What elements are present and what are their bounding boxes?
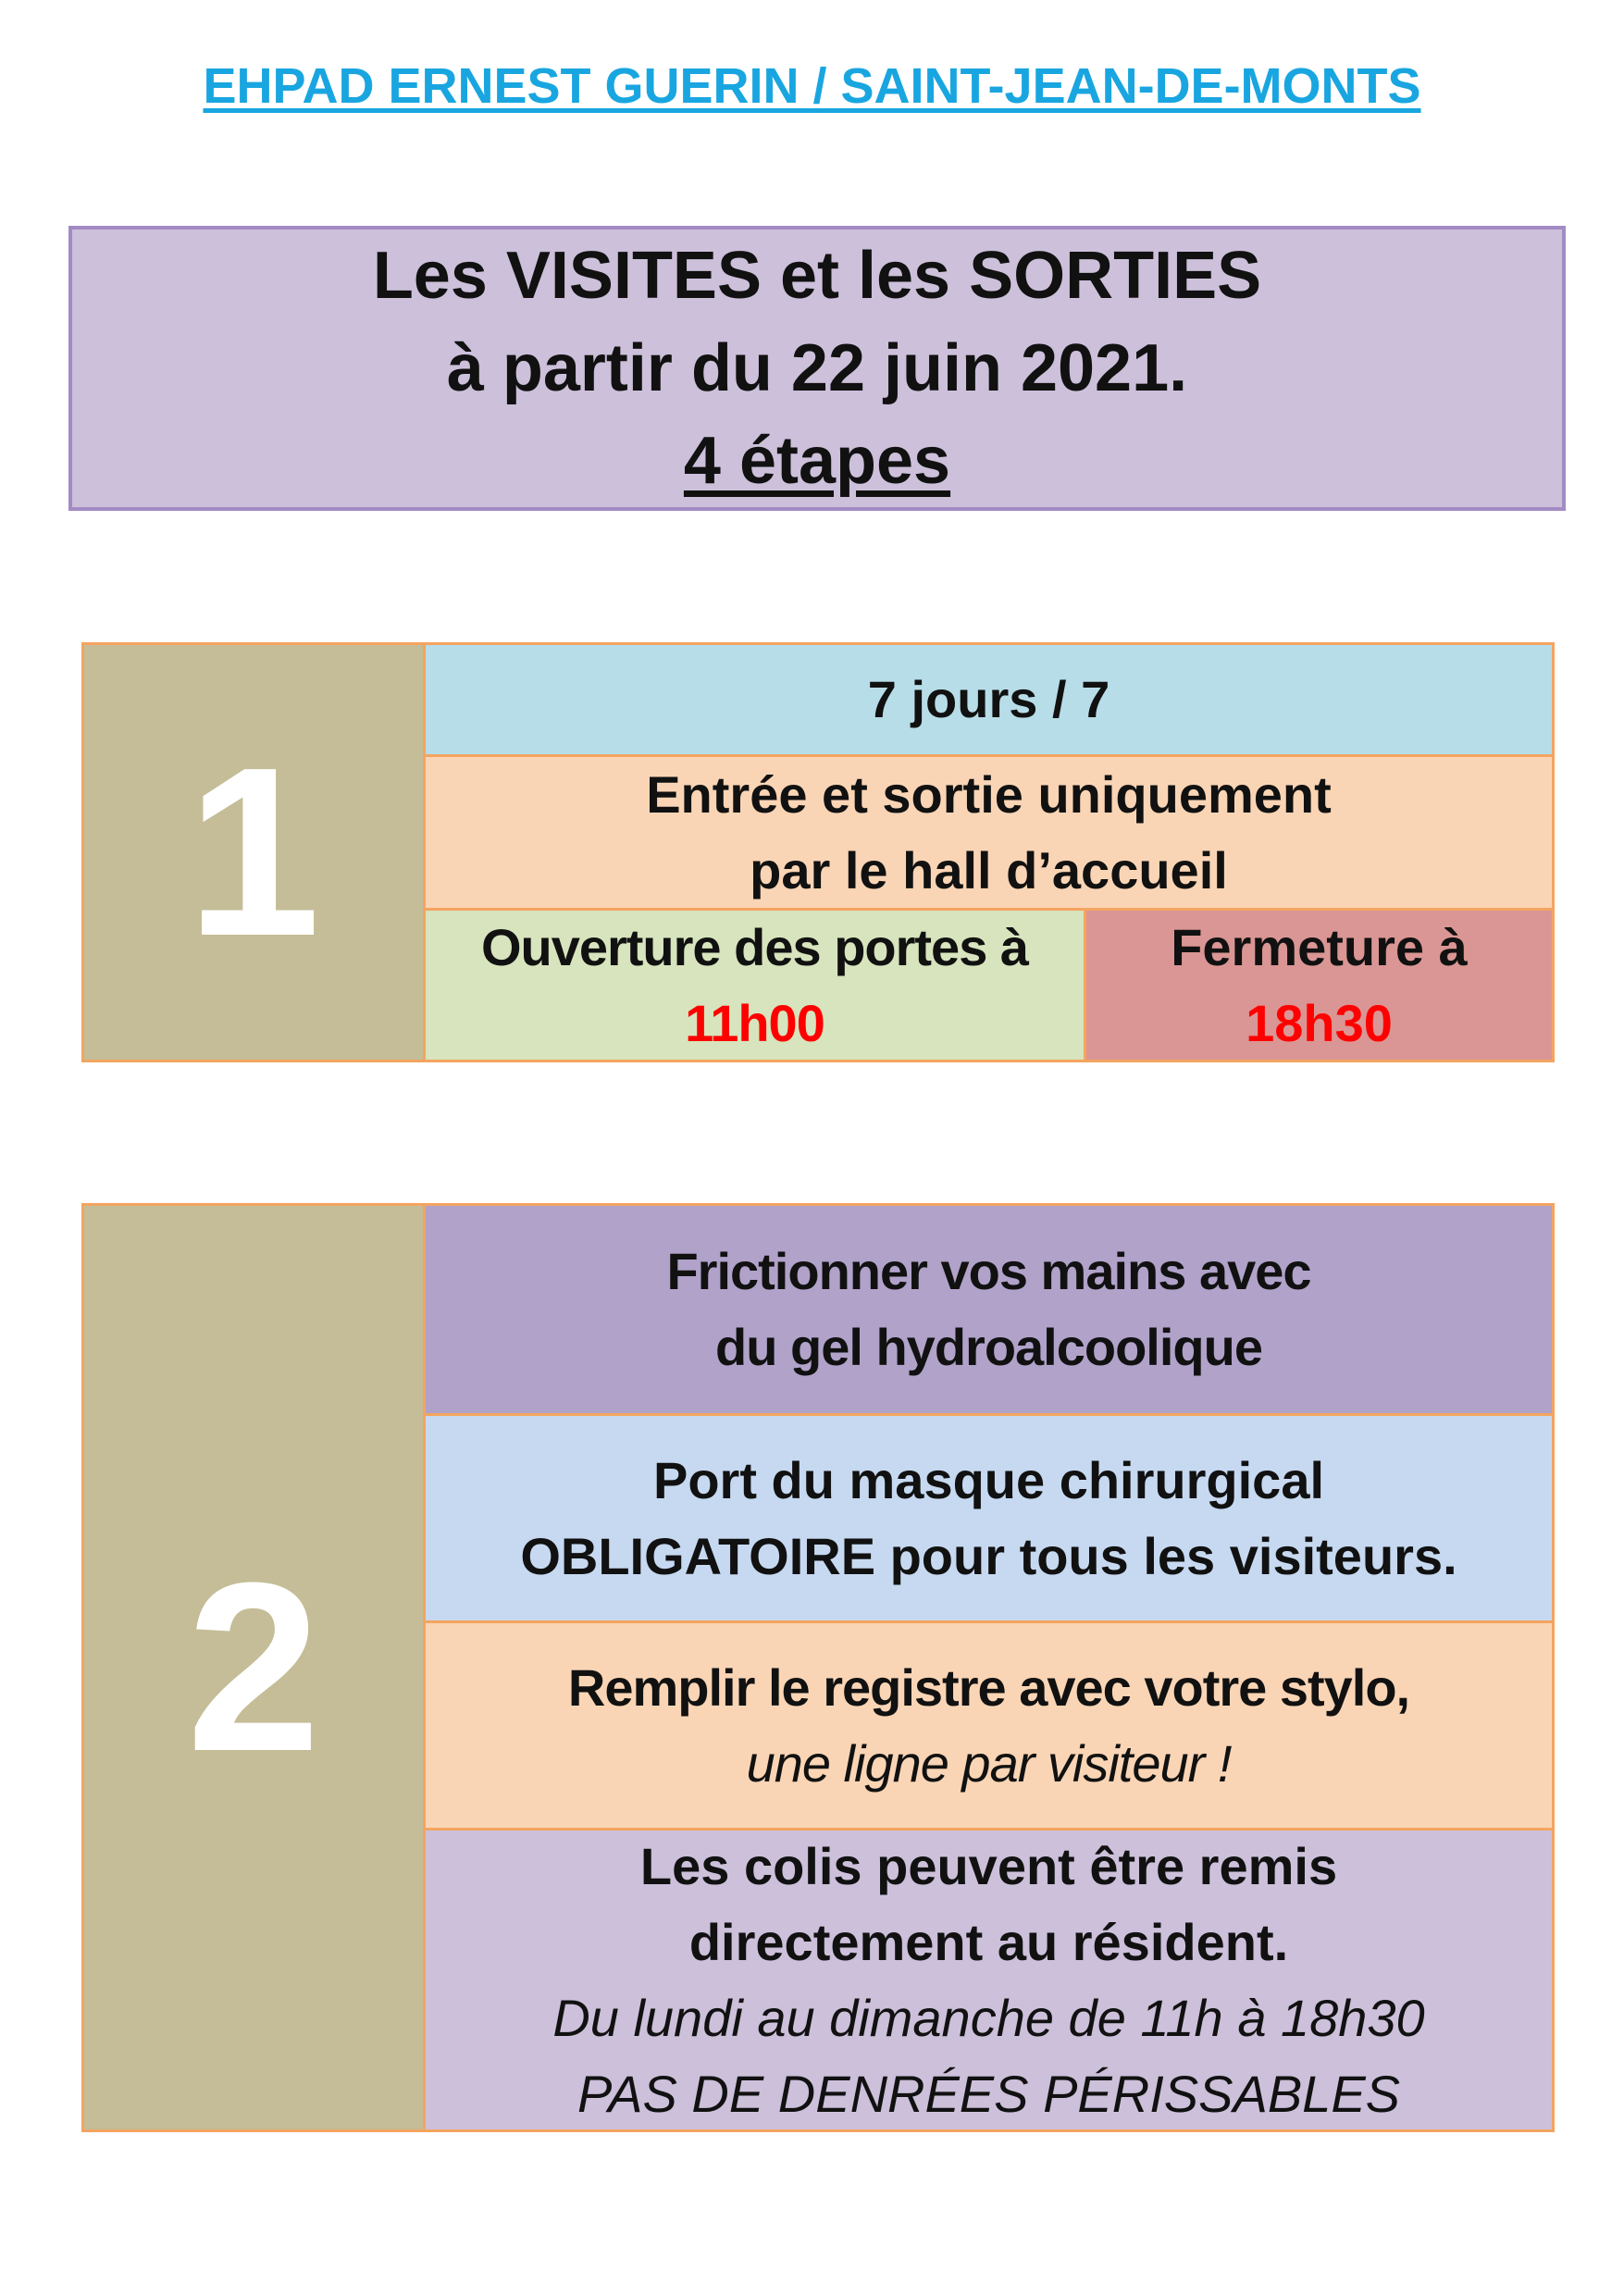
parcels-line-2: directement au résident. xyxy=(688,1912,1289,1971)
mask-cell xyxy=(423,1413,1555,1623)
gel-line-1: Frictionner vos mains avec xyxy=(666,1242,1311,1300)
register-cell xyxy=(423,1620,1555,1831)
schedule-cell xyxy=(423,642,1555,757)
opening-label: Ouverture des portes à xyxy=(480,917,1029,976)
title-box xyxy=(68,226,1566,511)
closing-time: 18h30 xyxy=(1246,993,1393,1052)
mask-line-1: Port du masque chirurgical xyxy=(652,1450,1325,1509)
step-1-block xyxy=(81,642,1555,1062)
entry-line-1: Entrée et sortie uniquement xyxy=(646,764,1332,824)
parcels-hours: Du lundi au dimanche de 11h à 18h30 xyxy=(552,1988,1425,2047)
step-2-block xyxy=(81,1203,1555,2132)
parcels-cell xyxy=(423,1828,1555,2132)
organization-header[interactable]: EHPAD ERNEST GUERIN / SAINT-JEAN-DE-MONTS xyxy=(203,58,1421,114)
mask-line-2: OBLIGATOIRE pour tous les visiteurs. xyxy=(520,1526,1457,1585)
schedule-text: 7 jours / 7 xyxy=(867,670,1110,728)
gel-cell xyxy=(423,1203,1555,1416)
register-line-2: une ligne par visiteur ! xyxy=(746,1733,1232,1793)
entry-cell xyxy=(423,754,1555,911)
register-line-1: Remplir le registre avec votre stylo, xyxy=(567,1657,1410,1717)
title-line-2: à partir du 22 juin 2021. xyxy=(446,331,1188,405)
closing-label: Fermeture à xyxy=(1171,917,1468,976)
parcels-warning: PAS DE DENRÉES PÉRISSABLES xyxy=(576,2064,1401,2123)
title-line-1: Les VISITES et les SORTIES xyxy=(372,239,1262,313)
opening-time: 11h00 xyxy=(685,993,824,1052)
parcels-line-1: Les colis peuvent être remis xyxy=(639,1836,1338,1895)
title-steps: 4 étapes xyxy=(683,424,951,498)
step-1-number: 1 xyxy=(81,642,426,1062)
opening-cell xyxy=(423,908,1086,1062)
gel-line-2: du gel hydroalcoolique xyxy=(715,1318,1262,1376)
closing-cell xyxy=(1084,908,1555,1062)
step-2-number: 2 xyxy=(81,1203,426,2132)
entry-line-2: par le hall d’accueil xyxy=(750,840,1228,900)
